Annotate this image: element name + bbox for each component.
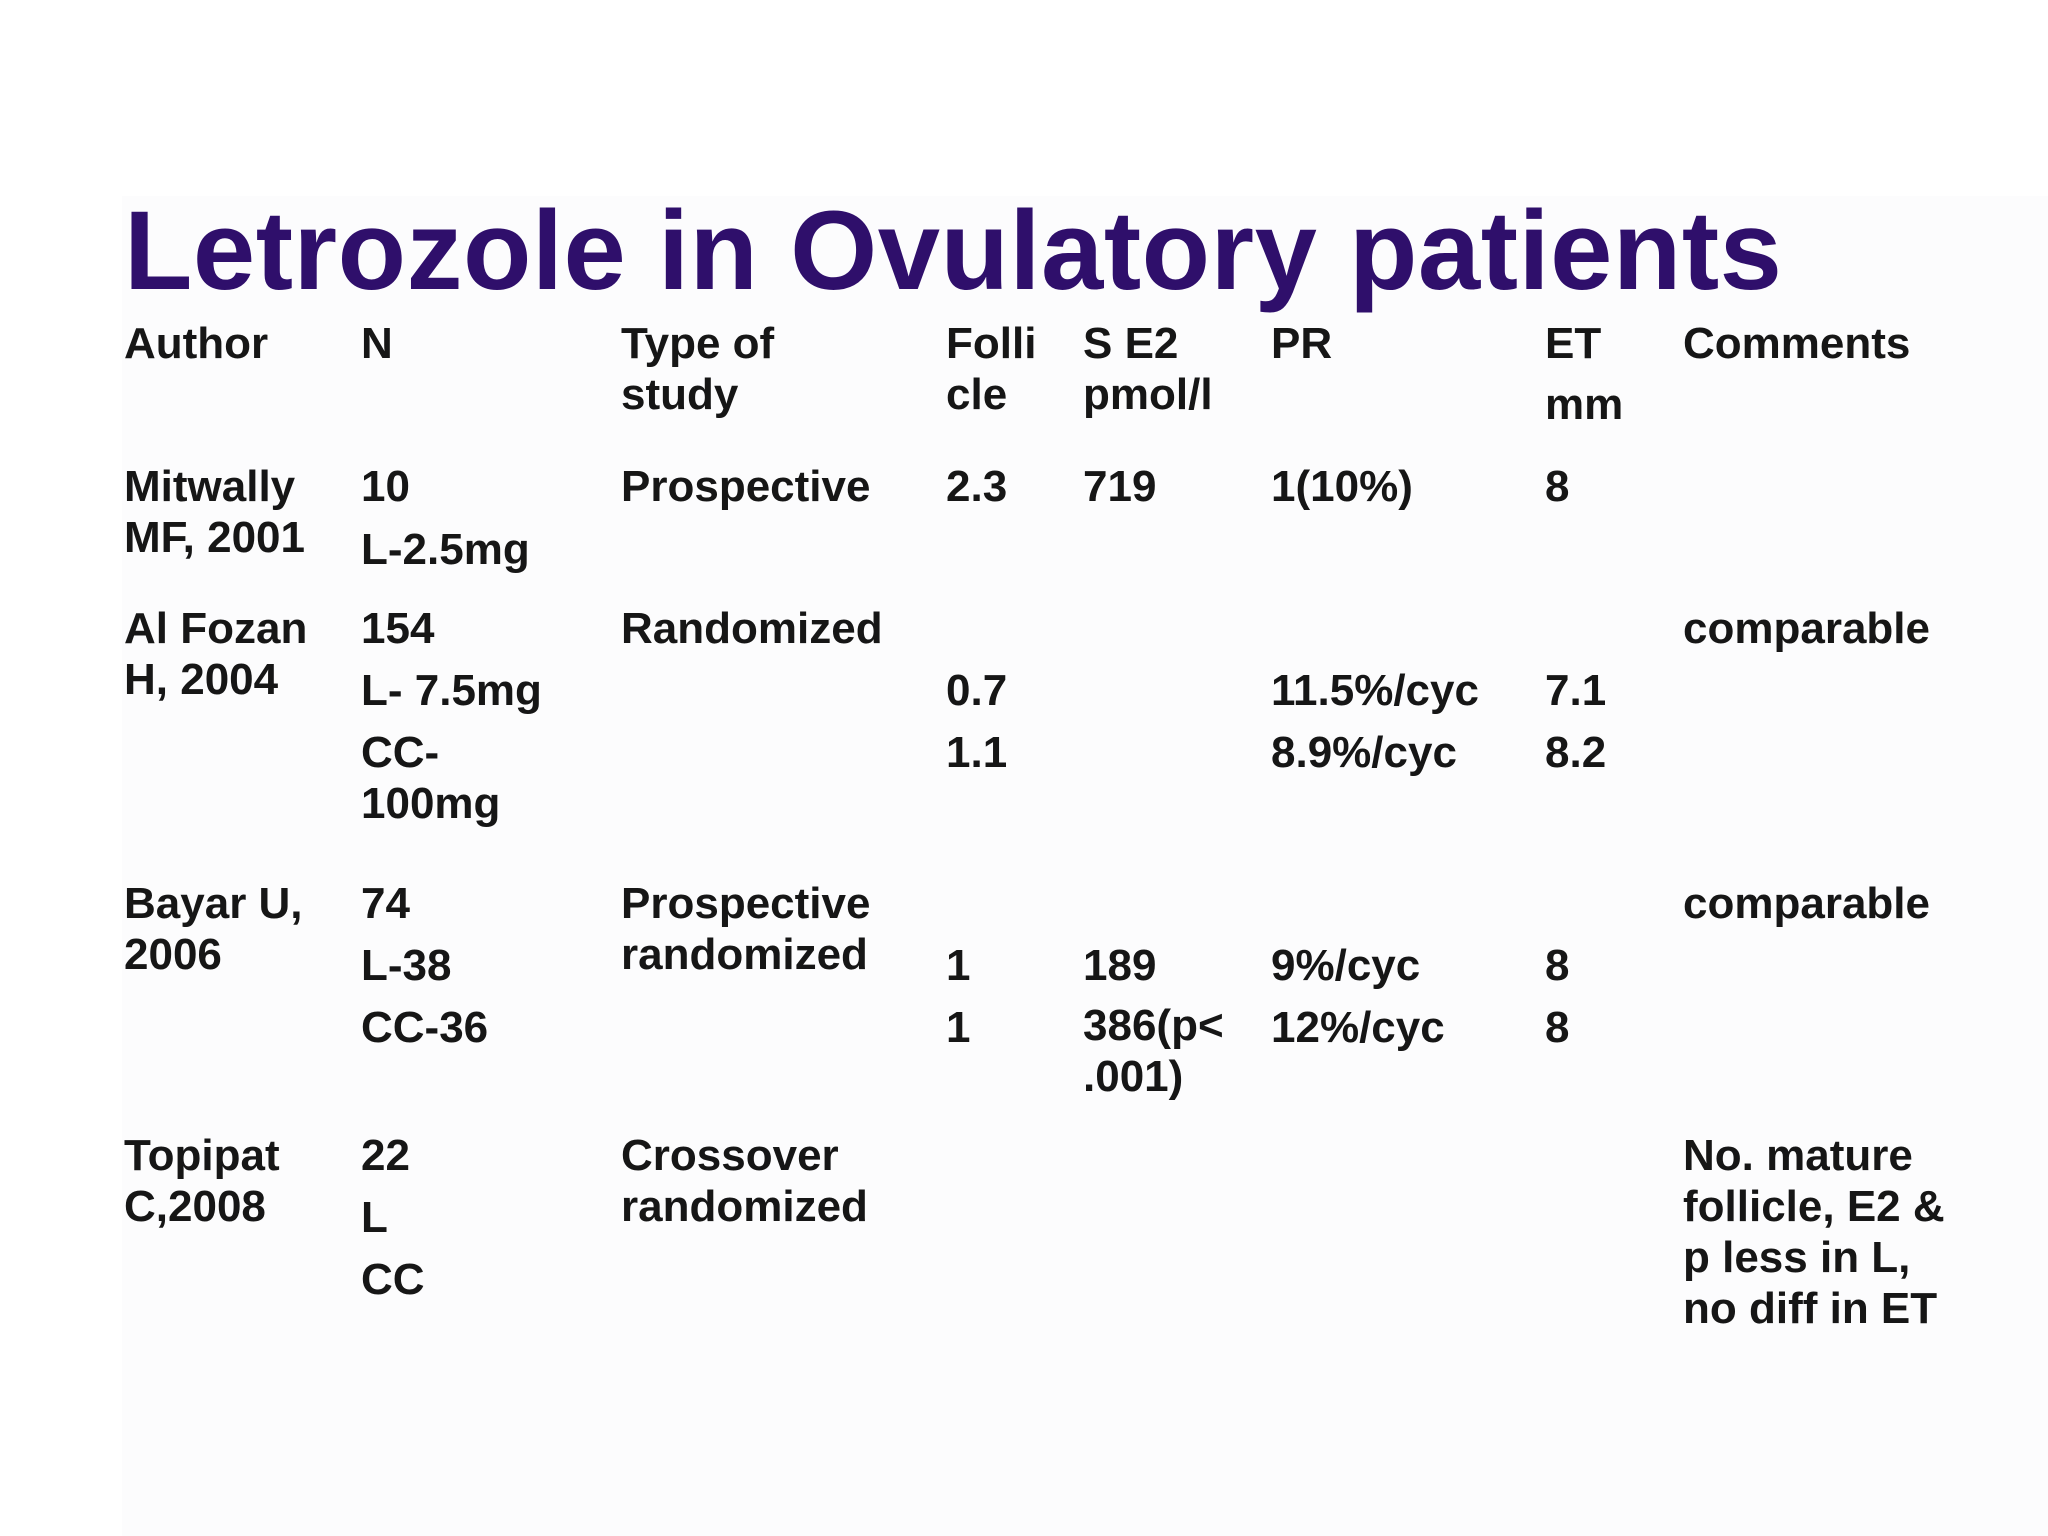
header-et-line2: mm	[1545, 380, 1624, 429]
header-se2-line2: pmol/l	[1083, 370, 1213, 419]
row2-n-cc	[361, 727, 500, 829]
row2-n-letrozole: L- 7.5mg	[361, 666, 542, 715]
row1-type: Prospective	[621, 462, 871, 511]
row4-comment-line4: no diff in ET	[1683, 1284, 1938, 1333]
row3-author	[124, 878, 303, 980]
header-follicle-line1: Folli	[946, 319, 1037, 368]
row3-pr-l: 9%/cyc	[1271, 941, 1421, 990]
row2-author	[124, 603, 307, 705]
row4-n-letrozole: L	[361, 1193, 388, 1242]
row3-se2-cc-line1: 386(p<	[1083, 1001, 1224, 1050]
row2-et-cc: 8.2	[1545, 728, 1607, 777]
row4-type-line2: randomized	[621, 1182, 868, 1231]
row4-comment-line3: p less in L,	[1683, 1233, 1911, 1282]
row3-se2-cc-line2: .001)	[1083, 1052, 1184, 1101]
row2-n-total: 154	[361, 604, 435, 653]
row3-et-cc: 8	[1545, 1003, 1570, 1052]
row4-comment-line2: follicle, E2 &	[1683, 1182, 1945, 1231]
row1-n	[361, 461, 530, 575]
row2-n-cc-line1: CC-	[361, 728, 440, 777]
row2-comment: comparable	[1683, 604, 1930, 653]
row3-author-line2: 2006	[124, 930, 222, 979]
row3-n-letrozole: L-38	[361, 941, 452, 990]
header-et	[1545, 318, 1623, 430]
slide-title: Letrozole in Ovulatory patients	[124, 188, 1783, 313]
row4-author-line2: C,2008	[124, 1182, 266, 1231]
row2-author-line1: Al Fozan	[124, 604, 308, 653]
header-se2	[1083, 318, 1213, 420]
row3-follicle-l: 1	[946, 941, 971, 990]
header-follicle	[946, 318, 1036, 420]
row4-n-cc: CC	[361, 1255, 425, 1304]
row3-type-line1: Prospective	[621, 879, 871, 928]
header-follicle-line2: cle	[946, 370, 1008, 419]
row1-n-line1: 10	[361, 462, 410, 511]
row3-n-total: 74	[361, 879, 410, 928]
row1-follicle: 2.3	[946, 462, 1008, 511]
header-pr: PR	[1271, 319, 1333, 368]
row3-type	[621, 878, 870, 980]
row2-follicle-l: 0.7	[946, 666, 1008, 715]
row3-n-cc: CC-36	[361, 1003, 489, 1052]
header-et-line1: ET	[1545, 319, 1602, 368]
row2-type: Randomized	[621, 604, 883, 653]
row3-et-l: 8	[1545, 941, 1570, 990]
header-type-line1: Type of	[621, 319, 775, 368]
header-type-of-study	[621, 318, 774, 420]
row1-author-line2: MF, 2001	[124, 513, 305, 562]
row1-et: 8	[1545, 462, 1570, 511]
row1-author-line1: Mitwally	[124, 462, 296, 511]
row2-et-l: 7.1	[1545, 666, 1607, 715]
row2-pr-l: 11.5%/cyc	[1271, 666, 1479, 715]
row3-follicle-cc: 1	[946, 1003, 971, 1052]
row1-n-line2: L-2.5mg	[361, 525, 530, 574]
row4-n-total: 22	[361, 1131, 410, 1180]
row3-type-line2: randomized	[621, 930, 868, 979]
row4-author-line1: Topipat	[124, 1131, 280, 1180]
row4-type-line1: Crossover	[621, 1131, 839, 1180]
row1-se2: 719	[1083, 462, 1157, 511]
row3-author-line1: Bayar U,	[124, 879, 303, 928]
row2-pr-cc: 8.9%/cyc	[1271, 728, 1457, 777]
row1-pr: 1(10%)	[1271, 462, 1413, 511]
row3-comment: comparable	[1683, 879, 1930, 928]
header-author: Author	[124, 319, 269, 368]
row4-author	[124, 1130, 280, 1232]
row2-author-line2: H, 2004	[124, 655, 279, 704]
row4-comment-line1: No. mature	[1683, 1131, 1913, 1180]
header-type-line2: study	[621, 370, 739, 419]
row4-comment	[1683, 1130, 1945, 1334]
row4-type	[621, 1130, 868, 1232]
header-comments: Comments	[1683, 319, 1911, 368]
row3-se2-cc	[1083, 1000, 1224, 1102]
row3-se2-l: 189	[1083, 941, 1157, 990]
row2-follicle-cc: 1.1	[946, 728, 1008, 777]
header-se2-line1: S E2	[1083, 319, 1179, 368]
header-n: N	[361, 319, 393, 368]
row2-n-cc-line2: 100mg	[361, 779, 501, 828]
row3-pr-cc: 12%/cyc	[1271, 1003, 1445, 1052]
row1-author	[124, 461, 305, 563]
